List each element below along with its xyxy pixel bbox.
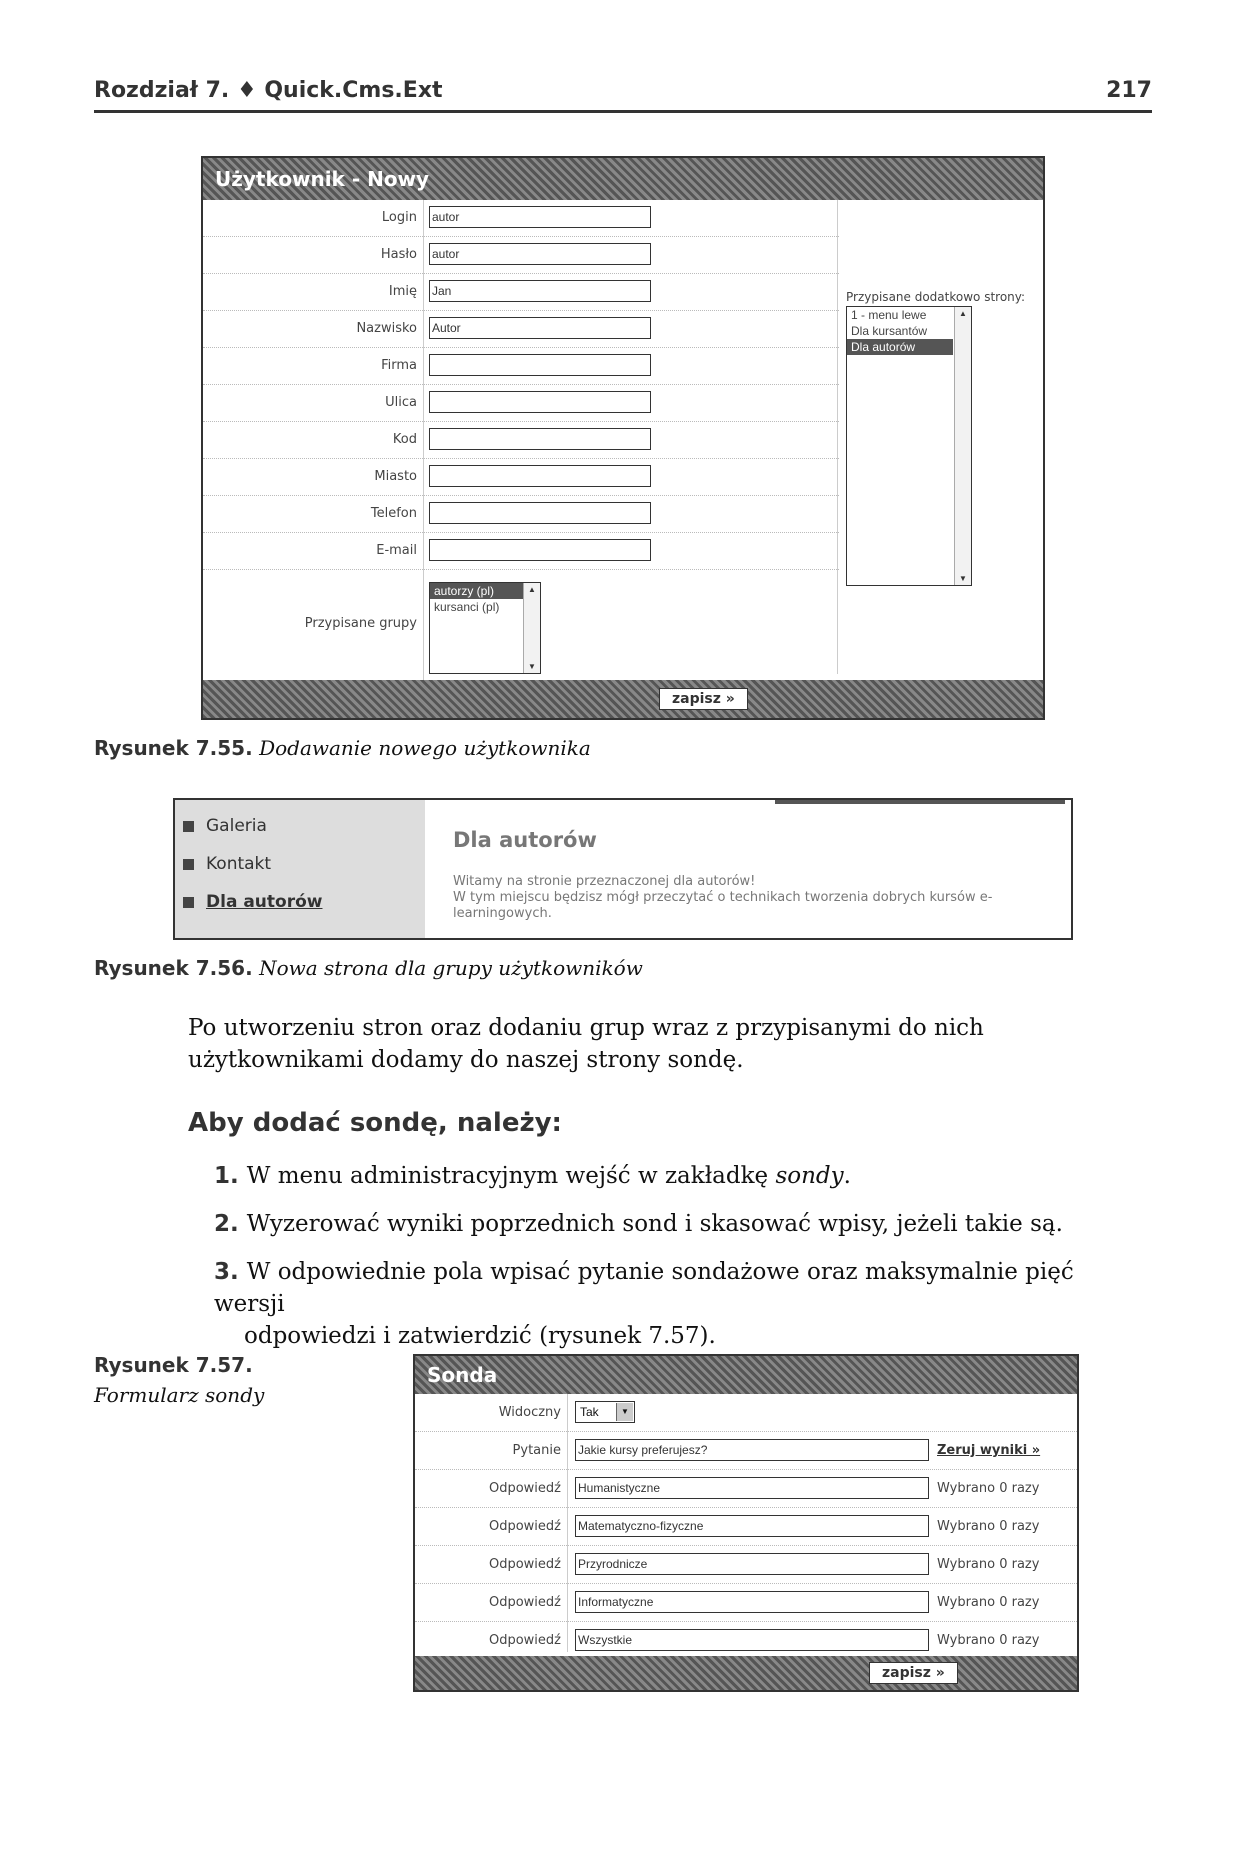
field-label: Nazwisko <box>356 321 417 336</box>
field-input[interactable] <box>429 465 651 487</box>
answer-row <box>415 1584 1077 1622</box>
field-input[interactable] <box>429 391 651 413</box>
groups-listbox[interactable] <box>429 582 541 674</box>
answer-row <box>415 1622 1077 1660</box>
field-label: Imię <box>388 284 417 299</box>
page-title: Dla autorów <box>453 828 597 852</box>
save-button[interactable]: zapisz » <box>869 1662 958 1684</box>
user-new-form-figure <box>201 156 1045 720</box>
groups-label: Przypisane grupy <box>304 616 417 631</box>
form-title: Sonda <box>427 1363 498 1387</box>
bullet-icon <box>183 859 194 870</box>
form-row <box>203 496 839 533</box>
section-heading: Aby dodać sondę, należy: <box>188 1108 562 1138</box>
caption-text: Nowa strona dla grupy użytkowników <box>259 956 643 980</box>
field-label: Ulica <box>385 395 417 410</box>
step-number: 2. <box>214 1211 239 1237</box>
author-page-figure <box>173 798 1073 940</box>
form-row <box>203 533 839 570</box>
listbox-option[interactable]: kursanci (pl) <box>434 600 500 614</box>
page-content <box>453 874 1043 922</box>
field-input[interactable]: autor <box>429 206 651 228</box>
visible-label: Widoczny <box>498 1405 561 1420</box>
caption-number: Rysunek 7.57. <box>94 1353 253 1377</box>
caption-number: Rysunek 7.56. <box>94 956 253 980</box>
answer-input[interactable]: Humanistyczne <box>575 1477 929 1499</box>
caption-number: Rysunek 7.55. <box>94 736 253 760</box>
form-row <box>203 348 839 385</box>
body-paragraph: Po utworzeniu stron oraz dodaniu grup wraz z przypisanymi do nich użytkownikami dodamy do naszej strony sondę. <box>188 1015 984 1073</box>
page-text-line: Witamy na stronie przeznaczonej dla autorów! <box>453 874 756 889</box>
answer-row <box>415 1546 1077 1584</box>
field-input[interactable] <box>429 539 651 561</box>
answer-label: Odpowiedź <box>488 1519 561 1534</box>
field-label: Hasło <box>380 247 417 262</box>
visible-select[interactable] <box>575 1401 635 1423</box>
listbox-option[interactable]: Dla kursantów <box>851 324 928 338</box>
step-text: Wyzerować wyniki poprzednich sond i skasować wpisy, jeżeli takie są. <box>246 1211 1063 1237</box>
vote-count: Wybrano 0 razy <box>937 1557 1040 1572</box>
caption-text: Dodawanie nowego użytkownika <box>259 736 591 760</box>
running-header <box>94 74 1152 113</box>
chevron-down-icon[interactable]: ▼ <box>616 1403 633 1421</box>
step-emphasis: sondy <box>775 1163 844 1189</box>
step-item <box>214 1160 1134 1192</box>
menu-item-galeria[interactable]: Galeria <box>183 816 267 836</box>
bullet-icon <box>183 821 194 832</box>
form-footer-bar <box>203 680 1043 718</box>
listbox-scrollbar[interactable]: ▲ ▼ <box>954 307 971 585</box>
step-number: 3. <box>214 1259 239 1285</box>
field-input[interactable] <box>429 428 651 450</box>
side-menu <box>175 800 425 938</box>
bullet-icon <box>183 897 194 908</box>
field-label: Login <box>381 210 417 225</box>
answer-label: Odpowiedź <box>488 1481 561 1496</box>
form-row <box>203 385 839 422</box>
reset-results-link[interactable]: Zeruj wyniki » <box>937 1443 1041 1458</box>
answer-input[interactable]: Przyrodnicze <box>575 1553 929 1575</box>
menu-item-dla-autorow[interactable]: Dla autorów <box>183 892 322 912</box>
figure-caption <box>94 956 643 980</box>
step-item <box>214 1256 1134 1352</box>
page-text-line: W tym miejscu będzisz mógł przeczytać o technikach tworzenia dobrych kursów e-learningowych. <box>453 890 993 921</box>
figure-caption <box>94 736 591 760</box>
vote-count: Wybrano 0 razy <box>937 1481 1040 1496</box>
menu-item-kontakt[interactable]: Kontakt <box>183 854 271 874</box>
field-input[interactable]: Autor <box>429 317 651 339</box>
page-number: 217 <box>1106 78 1152 103</box>
answer-input[interactable]: Wszystkie <box>575 1629 929 1651</box>
question-row <box>415 1432 1077 1470</box>
field-input[interactable]: autor <box>429 243 651 265</box>
answer-label: Odpowiedź <box>488 1633 561 1648</box>
poll-form-figure <box>413 1354 1079 1692</box>
form-row <box>203 422 839 459</box>
form-title-bar <box>203 158 1043 200</box>
form-row <box>203 459 839 496</box>
step-text: . <box>843 1163 851 1189</box>
answer-input[interactable]: Matematyczno-fizyczne <box>575 1515 929 1537</box>
step-text: odpowiedzi i zatwierdzić (rysunek 7.57). <box>244 1323 716 1349</box>
step-text: W menu administracyjnym wejść w zakładkę <box>246 1163 776 1189</box>
step-number: 1. <box>214 1163 239 1189</box>
answer-label: Odpowiedź <box>488 1557 561 1572</box>
field-label: E-mail <box>376 543 417 558</box>
vote-count: Wybrano 0 razy <box>937 1633 1040 1648</box>
chapter-title: Rozdział 7. ♦ Quick.Cms.Ext <box>94 78 443 103</box>
form-title: Użytkownik - Nowy <box>215 167 430 191</box>
answer-label: Odpowiedź <box>488 1595 561 1610</box>
form-row <box>203 237 839 274</box>
form-row <box>203 200 839 237</box>
answer-row <box>415 1470 1077 1508</box>
answer-input[interactable]: Informatyczne <box>575 1591 929 1613</box>
caption-text: Formularz sondy <box>94 1383 265 1407</box>
vote-count: Wybrano 0 razy <box>937 1519 1040 1534</box>
field-label: Kod <box>392 432 417 447</box>
listbox-option[interactable]: 1 - menu lewe <box>851 308 927 322</box>
step-text: W odpowiednie pola wpisać pytanie sondażowe oraz maksymalnie pięć wersji <box>214 1259 1074 1317</box>
answer-row <box>415 1508 1077 1546</box>
vote-count: Wybrano 0 razy <box>937 1595 1040 1610</box>
form-title-bar <box>415 1356 1077 1394</box>
save-button[interactable]: zapisz » <box>659 688 748 710</box>
form-footer-bar <box>415 1656 1077 1690</box>
question-input[interactable]: Jakie kursy preferujesz? <box>575 1439 929 1461</box>
field-label: Telefon <box>370 506 417 521</box>
form-row <box>203 311 839 348</box>
step-item <box>214 1208 1134 1240</box>
form-row <box>203 274 839 311</box>
field-input[interactable]: Jan <box>429 280 651 302</box>
field-label: Firma <box>381 358 417 373</box>
question-label: Pytanie <box>512 1443 561 1458</box>
pages-listbox[interactable] <box>846 306 972 586</box>
pages-label: Przypisane dodatkowo strony: <box>846 290 1026 304</box>
listbox-scrollbar[interactable]: ▲ ▼ <box>523 583 540 673</box>
field-input[interactable] <box>429 354 651 376</box>
field-input[interactable] <box>429 502 651 524</box>
listbox-option[interactable]: Dla autorów <box>847 339 953 355</box>
field-label: Miasto <box>374 469 417 484</box>
visible-row <box>415 1394 1077 1432</box>
listbox-option[interactable]: autorzy (pl) <box>430 583 540 599</box>
select-value: Tak <box>580 1405 599 1419</box>
figure-caption <box>94 1350 264 1410</box>
